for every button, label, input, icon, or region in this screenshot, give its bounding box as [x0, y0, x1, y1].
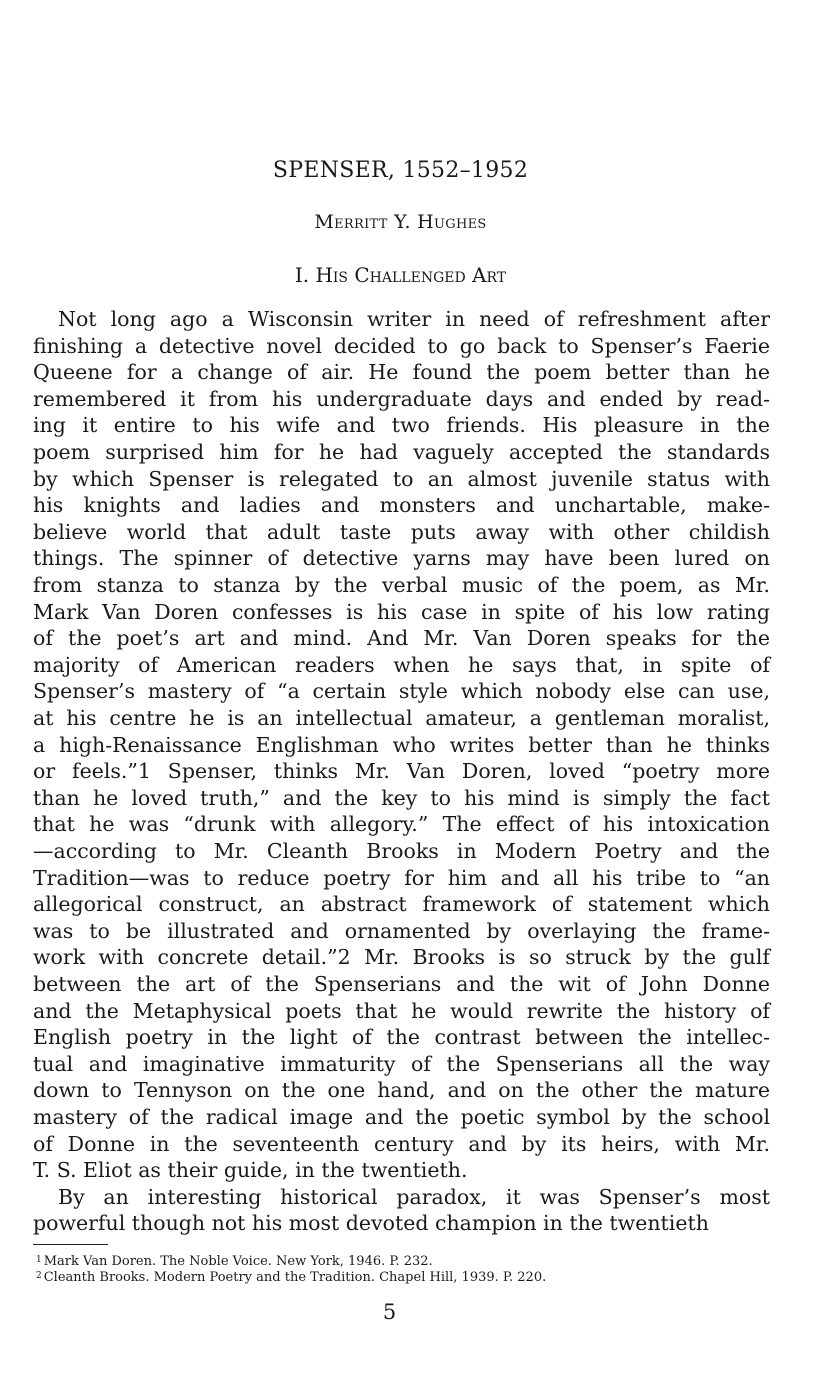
body-line: of Donne in the seventeenth century and by its heirs, with Mr.: [33, 1131, 770, 1156]
body-line: and the Metaphysical poets that he would rewrite the history of: [33, 998, 770, 1023]
body-line: of the poet’s art and mind. And Mr. Van Doren speaks for the: [33, 626, 770, 651]
body-line: was to be illustrated and ornamented by overlaying the frame-: [33, 918, 770, 943]
body-line: English poetry in the light of the contrast between the intellec-: [33, 1025, 770, 1050]
body-line: Spenser’s mastery of “a certain style which nobody else can use,: [33, 679, 770, 704]
footnote-text: Cleanth Brooks. Modern Poetry and the Tradition. Chapel Hill, 1939. P. 220.: [43, 1270, 547, 1285]
footnote-rule: [33, 1244, 108, 1245]
body-line: —according to Mr. Cleanth Brooks in Modern Poetry and the: [33, 839, 770, 863]
body-line: tual and imaginative immaturity of the Spenserians all the way: [33, 1051, 770, 1076]
body-line: allegorical construct, an abstract framework of statement which: [33, 892, 770, 917]
article-title: SPENSER, 1552–1952: [272, 158, 529, 183]
footnote: [36, 1268, 546, 1286]
body-line: work with concrete detail.”2 Mr. Brooks is so struck by the gulf: [33, 945, 770, 970]
body-line: between the art of the Spenserians and the wit of John Donne: [33, 972, 770, 996]
body-line: than he loved truth,” and the key to his mind is simply the fact: [33, 785, 770, 810]
body-line: things. The spinner of detective yarns may have been lured on: [33, 546, 770, 571]
body-line: or feels.”1 Spenser, thinks Mr. Van Doren, loved “poetry more: [33, 759, 770, 784]
body-line: T. S. Eliot as their guide, in the twentieth.: [33, 1158, 468, 1183]
body-line: poem surprised him for he had vaguely accepted the standards: [33, 440, 770, 464]
body-line: powerful though not his most devoted champion in the twentieth: [33, 1211, 709, 1236]
footnote-text: Mark Van Doren. The Noble Voice. New York, 1946. P. 232.: [43, 1254, 433, 1269]
body-line: By an interesting historical paradox, it was Spenser’s most: [58, 1184, 770, 1209]
body-line: Not long ago a Wisconsin writer in need of refreshment after: [58, 307, 770, 331]
footnote-mark: 1: [36, 1255, 42, 1265]
body-line: down to Tennyson on the one hand, and on the other the mature: [33, 1078, 770, 1103]
section-heading: I. His Challenged Art: [294, 263, 507, 287]
page-number: 5: [382, 1300, 397, 1324]
body-line: by which Spenser is relegated to an almost juvenile status with: [33, 466, 770, 491]
body-line: majority of American readers when he says that, in spite of: [33, 652, 770, 677]
body-line: mastery of the radical image and the poetic symbol by the school: [33, 1105, 770, 1129]
body-line: his knights and ladies and monsters and unchartable, make-: [33, 493, 770, 518]
body-line: Queene for a change of air. He found the poem better than he: [33, 360, 770, 385]
footnote-mark: 2: [36, 1271, 42, 1281]
body-line: that he was “drunk with allegory.” The effect of his intoxication: [33, 812, 770, 837]
body-line: believe world that adult taste puts away with other childish: [33, 519, 770, 544]
body-line: at his centre he is an intellectual amateur, a gentleman moralist,: [33, 706, 770, 730]
body-line: remembered it from his undergraduate days and ended by read-: [33, 386, 770, 411]
body-line: finishing a detective novel decided to go back to Spenser’s Faerie: [33, 333, 770, 358]
article-author: Merritt Y. Hughes: [314, 211, 487, 233]
body-line: from stanza to stanza by the verbal music of the poem, as Mr.: [33, 573, 770, 597]
body-line: Mark Van Doren confesses is his case in spite of his low rating: [33, 599, 770, 624]
body-line: ing it entire to his wife and two friends. His pleasure in the: [33, 413, 770, 438]
body-line: a high-Renaissance Englishman who writes better than he thinks: [33, 732, 770, 757]
body-line: Tradition—was to reduce poetry for him and all his tribe to “an: [33, 865, 770, 890]
